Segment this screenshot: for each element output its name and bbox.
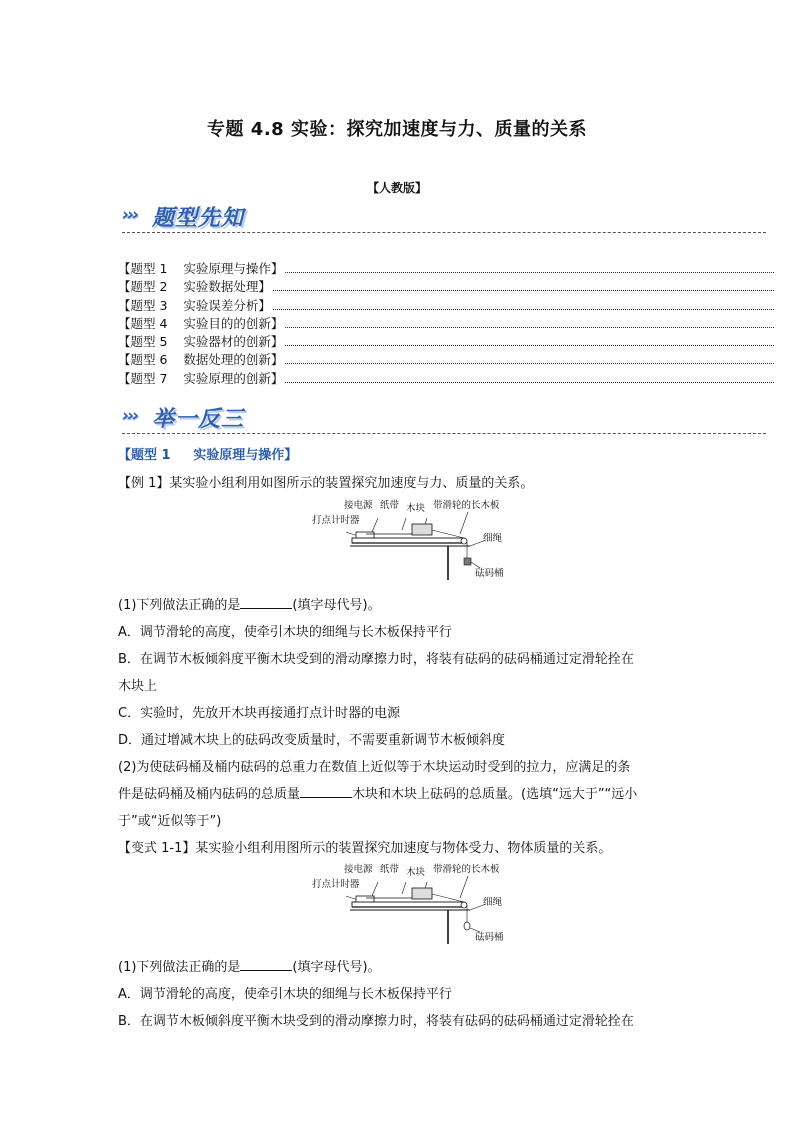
edition-label: 【人教版】 xyxy=(366,181,427,195)
example1-q2-line2: 件是砝码桶及桶内砝码的总质量 木块和木块上砝码的总质量。(选填“远大于”“远小 xyxy=(118,787,638,802)
example1-option-a: A．调节滑轮的高度，使牵引木块的细绳与长木板保持平行 xyxy=(118,625,452,640)
apparatus-figure-2 xyxy=(310,860,520,948)
variant1-stem: 【变式 1-1】某实验小组利用图所示的装置探究加速度与物体受力、物体质量的关系。 xyxy=(118,841,612,856)
example1-q1: (1)下列做法正确的是 (填字母代号)。 xyxy=(118,598,381,613)
label-string: 细绳 xyxy=(483,533,503,544)
variant1-option-b: B．在调节木板倾斜度平衡木块受到的滑动摩擦力时，将装有砝码的砝码桶通过定滑轮拴在 xyxy=(118,1014,634,1029)
arrows-icon: ››› xyxy=(122,205,138,225)
table-of-contents xyxy=(118,259,774,387)
section-banner-overview: 题型先知 xyxy=(152,206,245,231)
label-block: 木块 xyxy=(406,503,426,514)
type1-heading: 【题型 1 实验原理与操作】 xyxy=(118,448,298,463)
label-bucket: 砝码桶 xyxy=(475,568,504,579)
toc-item[interactable]: 【题型 4 实验目的的创新】 xyxy=(118,314,774,332)
label-power: 接电源 xyxy=(344,500,373,511)
toc-item[interactable]: 【题型 6 数据处理的创新】 xyxy=(118,350,774,368)
example1-q2-line1: (2)为使砝码桶及桶内砝码的总重力在数值上近似等于木块运动时受到的拉力，应满足的条 xyxy=(118,760,631,775)
toc-item[interactable]: 【题型 3 实验误差分析】 xyxy=(118,296,774,314)
apparatus-figure-1 xyxy=(310,496,520,584)
answer-blank[interactable] xyxy=(300,785,352,798)
variant1-q1: (1)下列做法正确的是 (填字母代号)。 xyxy=(118,960,381,975)
section-banner-examples: 举一反三 xyxy=(152,407,245,432)
document-title: 专题 4.8 实验：探究加速度与力、质量的关系 xyxy=(207,119,587,140)
label-board: 带滑轮的长木板 xyxy=(433,500,500,511)
label-bucket: 砝码桶 xyxy=(475,932,504,943)
variant1-option-a: A．调节滑轮的高度，使牵引木块的细绳与长木板保持平行 xyxy=(118,987,452,1002)
example1-option-d: D．通过增减木块上的砝码改变质量时，不需要重新调节木板倾斜度 xyxy=(118,733,506,748)
toc-item[interactable]: 【题型 7 实验原理的创新】 xyxy=(118,369,774,387)
toc-item[interactable]: 【题型 5 实验器材的创新】 xyxy=(118,332,774,350)
answer-blank[interactable] xyxy=(240,958,292,971)
example1-option-c: C．实验时，先放开木块再接通打点计时器的电源 xyxy=(118,706,401,721)
label-tape: 纸带 xyxy=(380,864,400,875)
example1-q2-line3: 于”或“近似等于”) xyxy=(118,814,222,829)
arrows-icon: ››› xyxy=(122,406,138,426)
label-board: 带滑轮的长木板 xyxy=(433,864,500,875)
example1-option-b: B．在调节木板倾斜度平衡木块受到的滑动摩擦力时，将装有砝码的砝码桶通过定滑轮拴在 xyxy=(118,652,634,667)
section-divider xyxy=(122,232,766,233)
label-power: 接电源 xyxy=(344,864,373,875)
answer-blank[interactable] xyxy=(240,596,292,609)
toc-item[interactable]: 【题型 1 实验原理与操作】 xyxy=(118,259,774,277)
toc-item[interactable]: 【题型 2 实验数据处理】 xyxy=(118,277,774,295)
example1-option-b-cont: 木块上 xyxy=(118,679,158,694)
section-divider xyxy=(122,433,766,434)
label-tape: 纸带 xyxy=(380,500,400,511)
section-header-examples xyxy=(122,404,766,432)
section-header-overview xyxy=(122,203,766,231)
label-block: 木块 xyxy=(406,867,426,878)
example1-stem: 【例 1】某实验小组利用如图所示的装置探究加速度与力、质量的关系。 xyxy=(118,476,534,491)
label-timer: 打点计时器 xyxy=(312,879,360,890)
label-timer: 打点计时器 xyxy=(312,515,360,526)
label-string: 细绳 xyxy=(483,897,503,908)
